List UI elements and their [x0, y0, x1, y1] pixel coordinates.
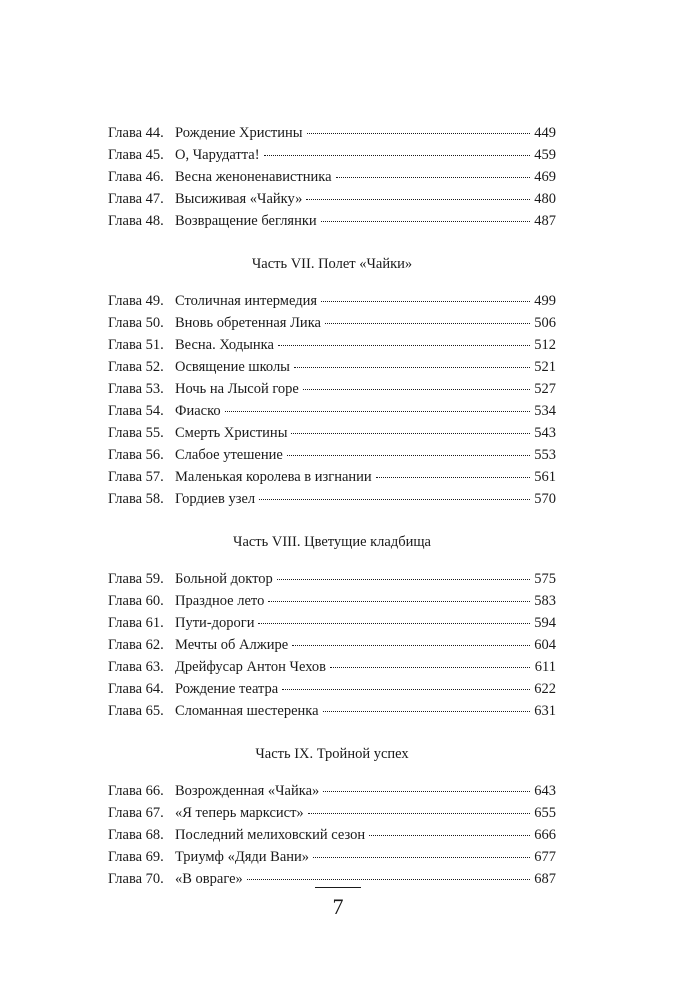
footer-rule: [315, 887, 361, 888]
chapter-title: Пути-дороги: [175, 615, 255, 631]
dot-leader: [376, 477, 530, 478]
chapter-number: Глава 70.: [108, 871, 164, 887]
chapter-number: Глава 44.: [108, 125, 164, 141]
chapter-title: Смерть Христины: [175, 425, 288, 441]
chapter-page-number: 543: [534, 425, 556, 441]
toc-entry: [108, 590, 556, 612]
chapter-title: Вновь обретенная Лика: [175, 315, 321, 331]
chapter-number: Глава 57.: [108, 469, 164, 485]
chapter-title: Сломанная шестеренка: [175, 703, 319, 719]
chapter-number: Глава 62.: [108, 637, 164, 653]
chapter-number: Глава 63.: [108, 659, 164, 675]
toc-entry: [108, 656, 556, 678]
chapter-title: Последний мелиховский сезон: [175, 827, 366, 843]
chapter-page-number: 575: [534, 571, 556, 587]
toc-entry: [108, 612, 556, 634]
toc-entry: [108, 312, 556, 334]
chapter-title: Праздное лето: [175, 593, 265, 609]
dot-leader: [287, 455, 530, 456]
toc-entry: [108, 210, 556, 232]
part-heading: Часть VII. Полет «Чайки»: [251, 256, 413, 272]
chapter-page-number: 677: [534, 849, 556, 865]
chapter-title: «Я теперь марксист»: [175, 805, 304, 821]
toc-entry: [108, 166, 556, 188]
dot-leader: [277, 579, 530, 580]
chapter-page-number: 459: [534, 147, 556, 163]
table-of-contents: [108, 122, 556, 890]
chapter-title: Возвращение беглянки: [175, 213, 317, 229]
chapter-page-number: 570: [534, 491, 556, 507]
toc-entry: [108, 444, 556, 466]
chapter-number: Глава 65.: [108, 703, 164, 719]
part-heading: Часть IX. Тройной успех: [255, 746, 409, 762]
chapter-number: Глава 64.: [108, 681, 164, 697]
dot-leader: [225, 411, 530, 412]
chapter-title: Рождение театра: [175, 681, 279, 697]
chapter-page-number: 506: [534, 315, 556, 331]
chapter-number: Глава 51.: [108, 337, 164, 353]
chapter-number: Глава 52.: [108, 359, 164, 375]
toc-entry: [108, 290, 556, 312]
toc-entry: [108, 422, 556, 444]
dot-leader: [264, 155, 530, 156]
chapter-title: Мечты об Алжире: [175, 637, 289, 653]
dot-leader: [330, 667, 530, 668]
chapter-page-number: 534: [534, 403, 556, 419]
chapter-title: Дрейфусар Антон Чехов: [175, 659, 327, 675]
chapter-title: Столичная интермедия: [175, 293, 318, 309]
chapter-page-number: 655: [534, 805, 556, 821]
chapter-page-number: 583: [534, 593, 556, 609]
chapter-page-number: 499: [534, 293, 556, 309]
chapter-number: Глава 47.: [108, 191, 164, 207]
chapter-page-number: 611: [534, 659, 556, 675]
chapter-page-number: 622: [534, 681, 556, 697]
chapter-page-number: 480: [534, 191, 556, 207]
chapter-title: Слабое утешение: [175, 447, 283, 463]
dot-leader: [325, 323, 530, 324]
chapter-title: Рождение Христины: [175, 125, 303, 141]
chapter-number: Глава 58.: [108, 491, 164, 507]
toc-entry: [108, 780, 556, 802]
chapter-number: Глава 55.: [108, 425, 164, 441]
dot-leader: [336, 177, 530, 178]
chapter-title: Гордиев узел: [175, 491, 256, 507]
chapter-title: Высиживая «Чайку»: [175, 191, 303, 207]
chapter-page-number: 631: [534, 703, 556, 719]
dot-leader: [306, 199, 530, 200]
dot-leader: [282, 689, 530, 690]
dot-leader: [369, 835, 530, 836]
chapter-number: Глава 53.: [108, 381, 164, 397]
chapter-page-number: 643: [534, 783, 556, 799]
chapter-page-number: 553: [534, 447, 556, 463]
dot-leader: [268, 601, 530, 602]
chapter-number: Глава 69.: [108, 849, 164, 865]
chapter-page-number: 487: [534, 213, 556, 229]
chapter-page-number: 561: [534, 469, 556, 485]
chapter-page-number: 604: [534, 637, 556, 653]
chapter-page-number: 469: [534, 169, 556, 185]
chapter-number: Глава 45.: [108, 147, 164, 163]
toc-entry: [108, 700, 556, 722]
page-number: 7: [332, 894, 344, 919]
chapter-number: Глава 54.: [108, 403, 164, 419]
chapter-number: Глава 61.: [108, 615, 164, 631]
dot-leader: [292, 645, 530, 646]
chapter-number: Глава 56.: [108, 447, 164, 463]
part-heading: Часть VIII. Цветущие кладбища: [233, 534, 431, 550]
chapter-page-number: 527: [534, 381, 556, 397]
chapter-title: О, Чарудатта!: [175, 147, 260, 163]
toc-entry: [108, 634, 556, 656]
toc-entry: [108, 568, 556, 590]
toc-entry: [108, 802, 556, 824]
chapter-number: Глава 59.: [108, 571, 164, 587]
chapter-title: Фиаско: [175, 403, 221, 419]
toc-entry: [108, 188, 556, 210]
toc-entry: [108, 334, 556, 356]
chapter-page-number: 594: [534, 615, 556, 631]
dot-leader: [321, 221, 530, 222]
toc-entry: [108, 144, 556, 166]
dot-leader: [247, 879, 530, 880]
dot-leader: [258, 623, 530, 624]
toc-entry: [108, 678, 556, 700]
chapter-number: Глава 49.: [108, 293, 164, 309]
chapter-number: Глава 60.: [108, 593, 164, 609]
chapter-number: Глава 46.: [108, 169, 164, 185]
chapter-title: «В овраге»: [175, 871, 243, 887]
toc-entry: [108, 400, 556, 422]
chapter-number: Глава 67.: [108, 805, 164, 821]
chapter-title: Весна женоненавистника: [175, 169, 332, 185]
dot-leader: [307, 133, 530, 134]
chapter-page-number: 449: [534, 125, 556, 141]
chapter-number: Глава 66.: [108, 783, 164, 799]
toc-entry: [108, 378, 556, 400]
dot-leader: [291, 433, 530, 434]
chapter-number: Глава 68.: [108, 827, 164, 843]
dot-leader: [303, 389, 530, 390]
chapter-title: Больной доктор: [175, 571, 273, 587]
dot-leader: [313, 857, 530, 858]
chapter-number: Глава 50.: [108, 315, 164, 331]
dot-leader: [308, 813, 530, 814]
chapter-page-number: 666: [534, 827, 556, 843]
chapter-title: Весна. Ходынка: [175, 337, 274, 353]
toc-entry: [108, 466, 556, 488]
dot-leader: [294, 367, 530, 368]
chapter-title: Ночь на Лысой горе: [175, 381, 299, 397]
chapter-number: Глава 48.: [108, 213, 164, 229]
toc-entry: [108, 356, 556, 378]
dot-leader: [259, 499, 530, 500]
chapter-page-number: 687: [534, 871, 556, 887]
toc-entry: [108, 824, 556, 846]
chapter-title: Триумф «Дяди Вани»: [175, 849, 310, 865]
dot-leader: [278, 345, 530, 346]
dot-leader: [321, 301, 530, 302]
toc-entry: [108, 488, 556, 510]
dot-leader: [323, 791, 530, 792]
chapter-page-number: 521: [534, 359, 556, 375]
chapter-page-number: 512: [534, 337, 556, 353]
toc-entry: [108, 122, 556, 144]
chapter-title: Освящение школы: [175, 359, 290, 375]
dot-leader: [323, 711, 530, 712]
toc-entry: [108, 846, 556, 868]
chapter-title: Маленькая королева в изгнании: [175, 469, 372, 485]
chapter-title: Возрожденная «Чайка»: [175, 783, 320, 799]
